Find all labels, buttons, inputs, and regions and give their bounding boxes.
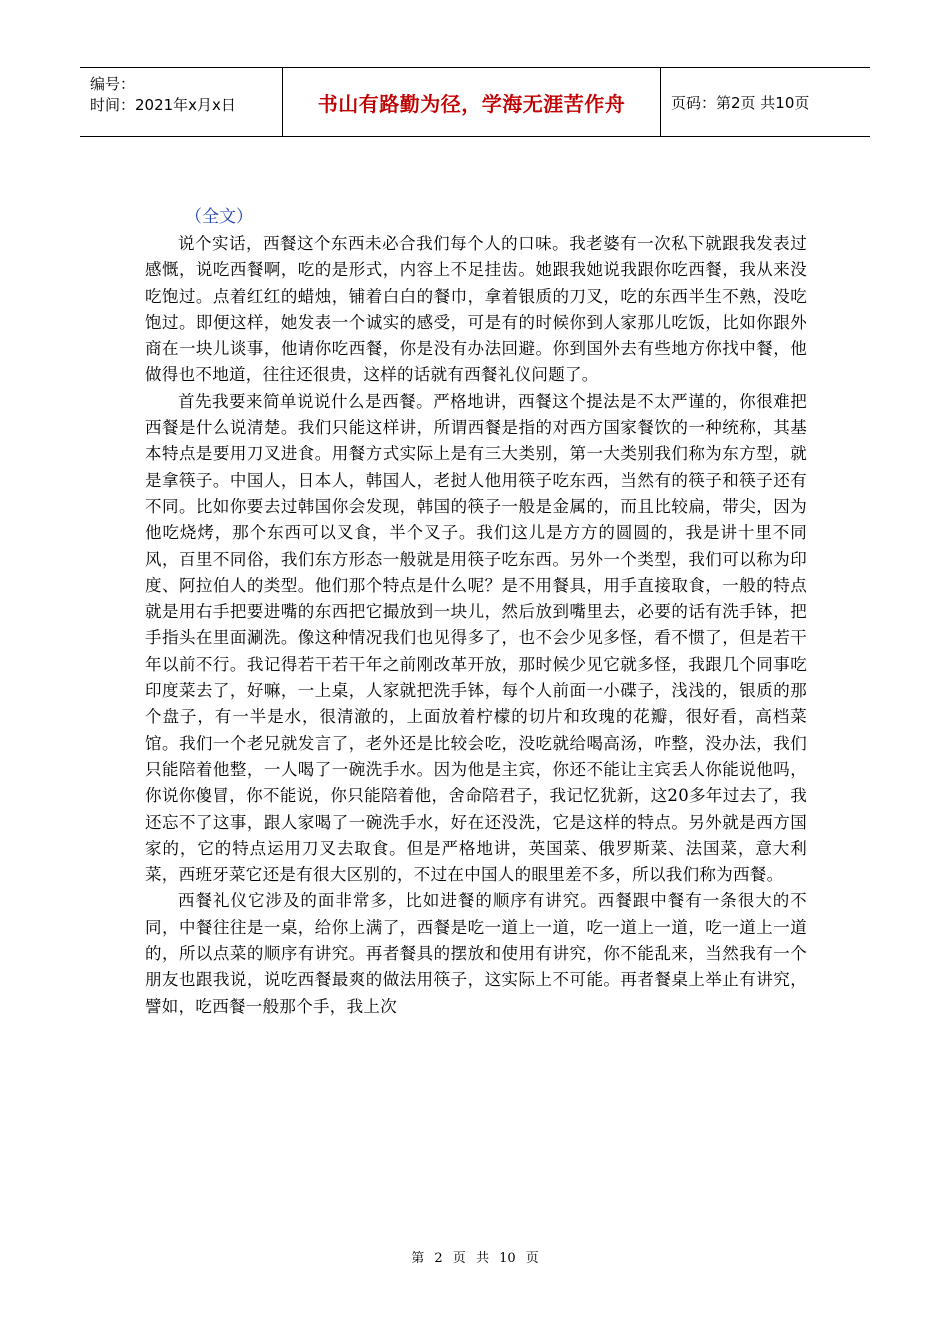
paragraph-1: 说个实话，西餐这个东西未必合我们每个人的口味。我老婆有一次私下就跟我发表过感慨，说吃西餐啊，吃的是形式，内容上不足挂齿。她跟我她说我跟你吃西餐，我从来没吃饱过。点着红红的蜡烛，铺着白白的餐巾，拿着银质的刀叉，吃的东西半生不熟，没吃饱过。即便这样，她发表一个诚实的感受，可是有的时候你到人家那儿吃饭，比如你跟外商在一块儿谈事，他请你吃西餐，你是没有办法回避。你到国外去有些地方你找中餐，他做得也不地道，往往还很贵，这样的话就有西餐礼仪问题了。 [145,234,807,385]
footer-total-word: 共 [475,1251,489,1266]
footer-page-word: 页 [452,1251,466,1266]
document-code-label: 编号： [90,75,136,93]
document-body [145,203,807,1020]
page-footer [0,1247,950,1266]
page-header [80,67,870,137]
paragraph-3: 西餐礼仪它涉及的面非常多，比如进餐的顺序有讲究。西餐跟中餐有一条很大的不同，中餐往往是一桌，给你上满了，西餐是吃一道上一道，吃一道上一道，吃一道上一道的，所以点菜的顺序有讲究。再者餐具的摆放和使用有讲究，你不能乱来，当然我有一个朋友也跟我说，说吃西餐最爽的做法用筷子，这实际上不可能。再者餐桌上举止有讲究，譬如，吃西餐一般那个手，我上次 [145,891,807,1016]
footer-page-word: 第 [411,1251,425,1266]
header-meta-cell [80,68,283,136]
paragraph-2: 首先我要来简单说说什么是西餐。严格地讲，西餐这个提法是不太严谨的，你很难把西餐是什么说清楚。我们只能这样讲，所谓西餐是指的对西方国家餐饮的一种统称，其基本特点是要用刀叉进食。用餐方式实际上是有三大类别，第一大类别我们称为东方型，就是拿筷子。中国人，日本人，韩国人，老挝人他用筷子吃东西，当然有的筷子和筷子还有不同。比如你要去过韩国你会发现，韩国的筷子一般是金属的，而且比较扁，带尖，因为他吃烧烤，那个东西可以叉食，半个叉子。我们这儿是方方的圆圆的，我是讲十里不同风，百里不同俗，我们东方形态一般就是用筷子吃东西。另外一个类型，我们可以称为印度、阿拉伯人的类型。他们那个特点是什么呢？是不用餐具，用手直接取食，一般的特点就是用右手把要进嘴的东西把它撮放到一块儿，然后放到嘴里去，必要的话有洗手钵，把手指头在里面涮洗。像这种情况我们也见得多了，也不会少见多怪，看不惯了，但是若干年以前不行。我记得若干若干年之前刚改革开放，那时候少见它就多怪，我跟几个同事吃印度菜去了，好嘛，一上桌，人家就把洗手钵，每个人前面一小碟子，浅浅的，银质的那个盘子，有一半是水，很清澈的，上面放着柠檬的切片和玫瑰的花瓣，很好看，高档菜馆。我们一个老兄就发言了，老外还是比较会吃，没吃就给喝高汤，咋整，没办法，我们只能陪着他整，一人喝了一碗洗手水。因为他是主宾，你还不能让主宾丢人你能说他吗，你说你傻冒，你不能说，你只能陪着他，舍命陪君子，我记忆犹新，这20多年过去了，我还忘不了这事，跟人家喝了一碗洗手水，好在还没洗，它是这样的特点。另外就是西方国家的，它的特点运用刀叉去取食。但是严格地讲，英国菜、俄罗斯菜、法国菜，意大利菜，西班牙菜它还是有很大区别的，不过在中国人的眼里差不多，所以我们称为西餐。 [145,391,807,885]
header-motto: 书山有路勤为径，学海无涯苦作舟 [283,68,661,136]
document-date: 时间：2021年x月x日 [90,96,236,114]
footer-page-word: 页 [525,1251,539,1266]
footer-page-number: 2 [434,1251,443,1266]
header-page-info: 页码：第2页 共10页 [671,93,810,112]
fulltext-label: （全文） [185,207,253,227]
footer-total-pages: 10 [499,1251,516,1266]
